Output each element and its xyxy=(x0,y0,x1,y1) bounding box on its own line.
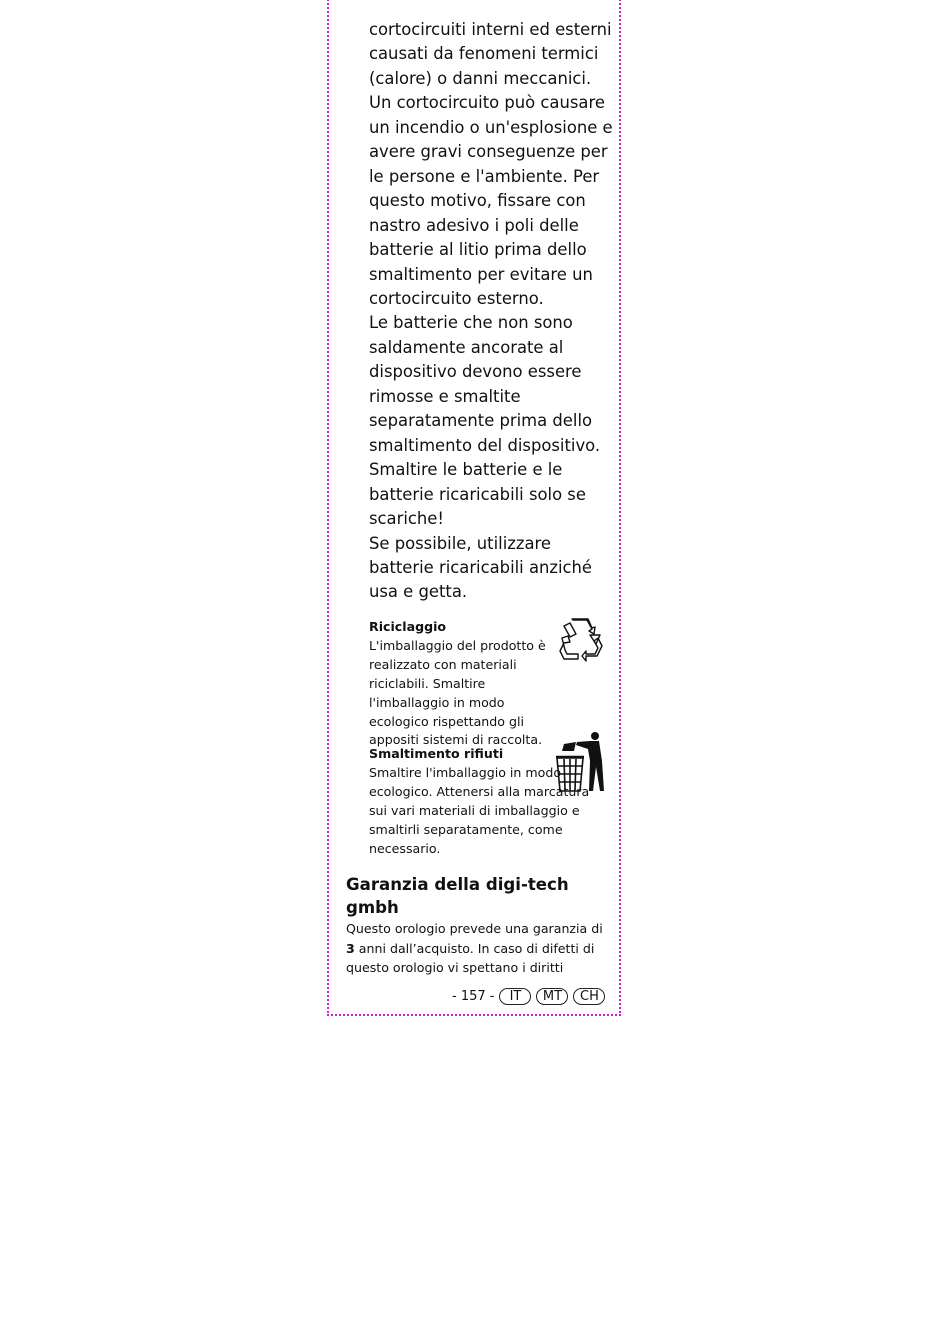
paragraph-rechargeable: Se possibile, utilizzare batterie ricaricabili anziché usa e getta. xyxy=(369,533,593,602)
country-badge-ch: CH xyxy=(573,988,605,1005)
recycling-text: L'imballaggio del prodotto è realizzato con materiali riciclabili. Smaltire l'imballaggio in modo ecologico rispettando gli appositi sistemi di raccolta. xyxy=(369,637,546,748)
paragraph-remove-batteries: Le batterie che non sono saldamente ancorate al dispositivo devono essere rimosse e smaltite separatamente prima dello smaltimento del dispositivo. xyxy=(369,313,601,455)
warranty-text-start: Questo orologio prevede una garanzia di xyxy=(346,921,603,936)
country-badge-mt: MT xyxy=(536,988,568,1005)
recycle-icon xyxy=(556,616,606,662)
warranty-years: 3 xyxy=(346,940,355,956)
warranty-heading: Garanzia della digi-tech gmbh xyxy=(346,875,569,917)
warranty-text xyxy=(346,919,608,978)
paragraph-short-circuit: cortocircuiti interni ed esterni causati da fenomeni termici (calore) o danni meccanici. Un cortocircuito può causare un incendio o un'esplosione e avere gravi conseguenze per le persone e l'ambiente. Per questo motivo, fissare con nastro adesivo i poli delle batterie al litio prima dello smaltimento per evitare un cortocircuito esterno. xyxy=(369,20,613,308)
page-number: - 157 - xyxy=(452,988,495,1004)
page-footer xyxy=(452,985,605,1007)
warranty-text-end: anni dall’acquisto. In caso di difetti di questo orologio vi spettano i diritti xyxy=(346,940,595,976)
disposal-title: Smaltimento rifiuti xyxy=(369,746,504,761)
paragraph-discharged-only: Smaltire le batterie e le batterie ricaricabili solo se scariche! xyxy=(369,460,586,529)
battery-disposal-text xyxy=(369,18,614,605)
recycling-title: Riciclaggio xyxy=(369,619,447,634)
country-badge-it: IT xyxy=(499,988,531,1005)
disposal-text: Smaltire l'imballaggio in modo ecologico. Attenersi alla marcatura sui vari materiali di imballaggio e smaltirli separatamente, come necessario. xyxy=(369,764,590,856)
waste-bin-icon xyxy=(554,731,606,793)
